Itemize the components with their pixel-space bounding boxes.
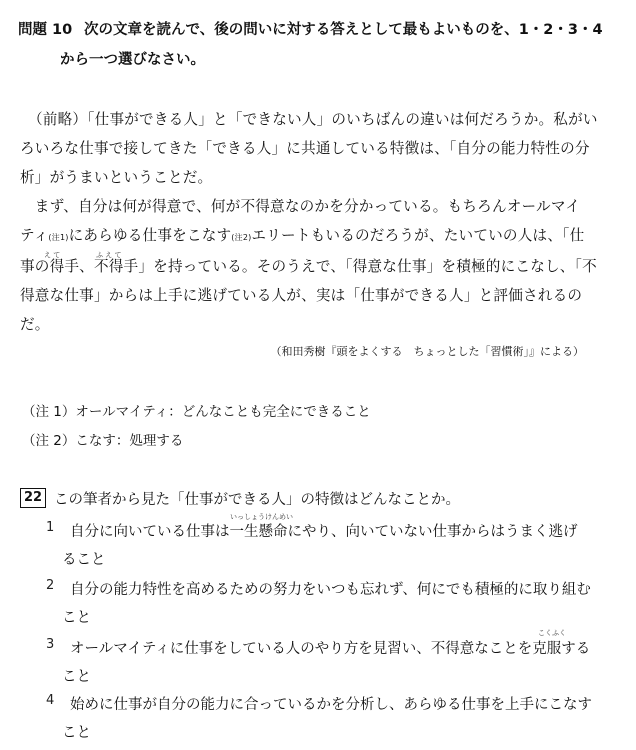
passage-line: 事の得手、不得手」を持っている。そのうえで、「得意な仕事」を積極的にこなし、「不	[20, 258, 597, 275]
option-text: 自分に向いている仕事は一生懸命にやり、向いていない仕事からはうまく逃げ	[70, 524, 578, 540]
passage-fragment: ティ	[20, 227, 49, 244]
question-set-label: 問題 10	[18, 22, 73, 38]
option-text-cont: ること	[62, 552, 106, 568]
passage-line: （前略）「仕事ができる人」と「できない人」のいちばんの違いは何だろうか。私がい	[28, 111, 598, 128]
passage-line: ろいろな仕事で接してきた「できる人」に共通している特徴は、「自分の能力特性の分	[20, 140, 590, 157]
instruction-line-1: 次の文章を読んで、後の問いに対する答えとして最もよいものを、1・2・3・4	[84, 22, 603, 38]
passage-line: だ。	[20, 316, 50, 333]
footnote-ref-2: (注2)	[231, 233, 252, 242]
passage-line: 得意な仕事」からは上手に逃げている人が、実は「仕事ができる人」と評価されるの	[20, 287, 583, 304]
passage-line: まず、自分は何が得意で、何が不得意なのかを分かっている。もちろんオールマイ	[20, 198, 581, 215]
ruby-ete: え て	[44, 251, 61, 259]
passage-line	[20, 224, 584, 245]
passage-fragment: にあらゆる仕事をこなす	[68, 227, 232, 244]
passage-fragment: エリートもいるのだろうが、たいていの人は、「仕	[251, 227, 585, 244]
option-text-cont: こと	[62, 725, 91, 741]
source-citation: （和田秀樹『頭をよくする ちょっとした「習慣術」』による）	[270, 345, 584, 358]
question-number-box: 22	[20, 488, 46, 508]
question-text: この筆者から見た「仕事ができる人」の特徴はどんなことか。	[54, 492, 460, 508]
ruby-fuete: ふ え て	[96, 251, 122, 259]
option-number: 2	[46, 578, 55, 593]
option-number: 3	[46, 637, 55, 652]
passage-line: 析」がうまいということだ。	[20, 169, 213, 186]
option-ruby: こくふく	[538, 629, 566, 637]
option-text: オールマイティに仕事をしている人のやり方を見習い、不得意なことを克服する	[70, 641, 591, 657]
option-ruby: いっしょうけんめい	[230, 513, 293, 521]
option-number: 4	[46, 693, 55, 708]
instruction-line-2: から一つ選びなさい。	[60, 52, 205, 68]
footnote-ref-1: (注1)	[48, 233, 69, 242]
note-1: （注 1）オールマイティ：どんなことも完全にできること	[22, 404, 371, 420]
note-2: （注 2）こなす：処理する	[22, 433, 184, 449]
option-text: 自分の能力特性を高めるための努力をいつも忘れず、何にでも積極的に取り組む	[70, 582, 591, 598]
option-text-cont: こと	[62, 610, 91, 626]
option-number: 1	[46, 520, 55, 535]
option-text-cont: こと	[62, 669, 91, 685]
option-text: 始めに仕事が自分の能力に合っているかを分析し、あらゆる仕事を上手にこなす	[70, 697, 592, 713]
